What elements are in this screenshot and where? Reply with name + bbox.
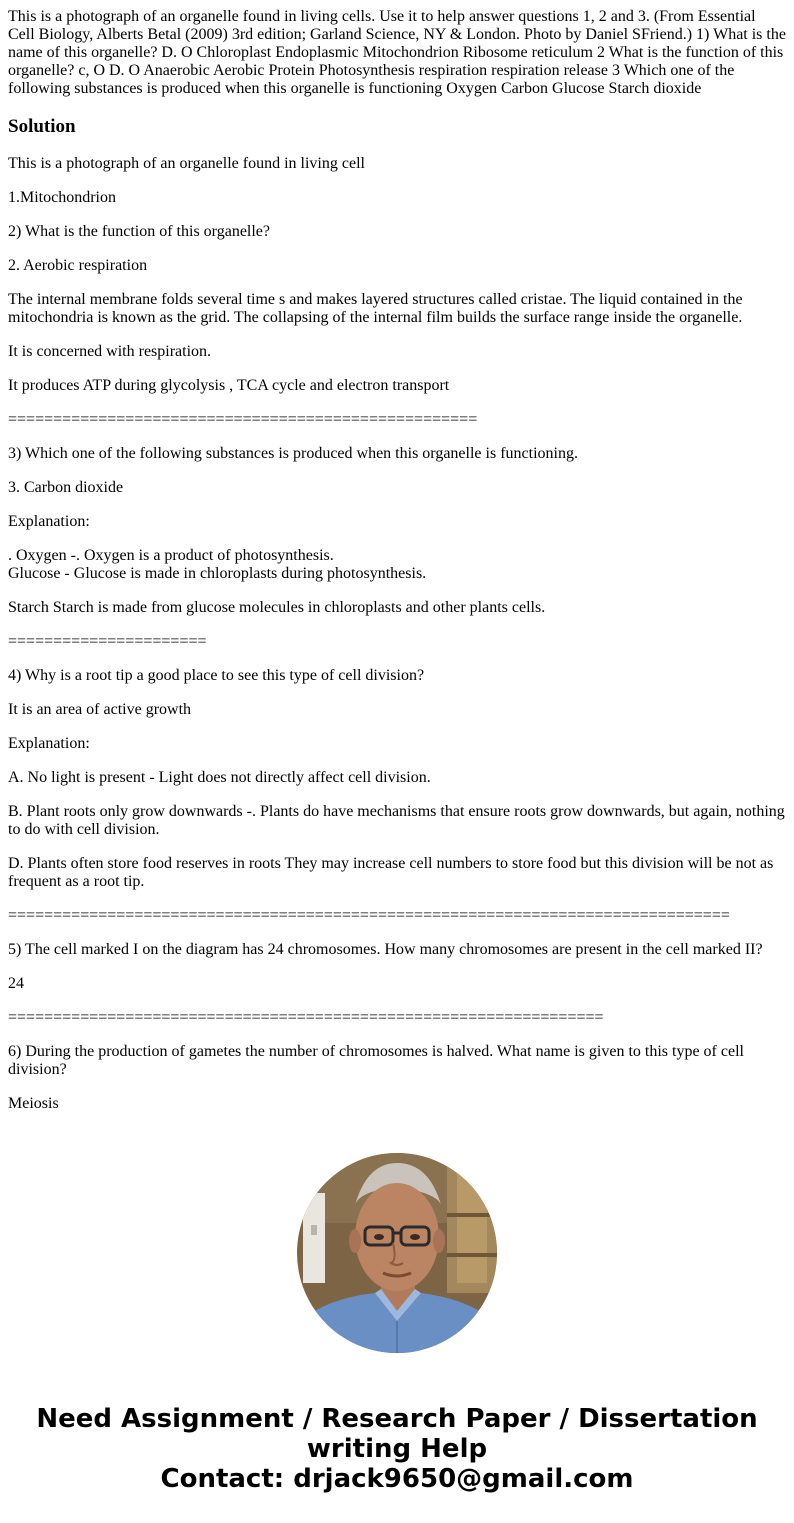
footer-contact-email: Contact: drjack9650@gmail.com bbox=[160, 1464, 634, 1494]
respiration-note: It is concerned with respiration. bbox=[8, 343, 212, 360]
starch-explanation: Starch Starch is made from glucose molecules in chloroplasts and other plants cells. bbox=[8, 599, 546, 616]
atp-note: It produces ATP during glycolysis , TCA cycle and electron transport bbox=[8, 377, 450, 394]
option-a-explanation: A. No light is present - Light does not directly affect cell division. bbox=[8, 769, 431, 786]
separator-3: ================================================================================ bbox=[8, 907, 730, 924]
explanation-label-3: Explanation: bbox=[8, 513, 90, 530]
separator-2: ====================== bbox=[8, 633, 207, 650]
intro-line: This is a photograph of an organelle found in living cell bbox=[8, 155, 365, 172]
answer-1: 1.Mitochondrion bbox=[8, 189, 116, 206]
question-2: 2) What is the function of this organelle? bbox=[8, 223, 271, 240]
footer-contact bbox=[0, 1404, 794, 1494]
question-text: This is a photograph of an organelle found in living cells. Use it to help answer questions 1, 2 and 3. (From Essential Cell Biology, Alberts Betal (2009) 3rd edition; Garland Science, NY & London. Photo by Daniel SFriend.) 1) What is the name of this organelle? D. O Chloroplast Endoplasmic Mitochondrion Ribosome reticulum 2 What is the function of this organelle? c, O D. O Anaerobic Aerobic Protein Photosynthesis respiration respiration release 3 Which one of the following substances is produced when this organelle is functioning Oxygen Carbon Glucose Starch dioxide bbox=[8, 8, 786, 97]
explanation-label-4: Explanation: bbox=[8, 735, 90, 752]
answer-5: 24 bbox=[8, 975, 24, 992]
separator-4: ================================================================== bbox=[8, 1009, 604, 1026]
answer-4: It is an area of active growth bbox=[8, 701, 192, 718]
avatar bbox=[297, 1153, 497, 1353]
option-b-explanation: B. Plant roots only grow downwards -. Plants do have mechanisms that ensure roots grow downwards, but again, nothing to do with cell division. bbox=[8, 803, 785, 838]
question-6: 6) During the production of gametes the number of chromosomes is halved. What name is given to this type of cell division? bbox=[8, 1043, 744, 1078]
oxygen-explanation: . Oxygen -. Oxygen is a product of photosynthesis. bbox=[8, 547, 334, 564]
footer-line-2: writing Help bbox=[306, 1434, 488, 1464]
question-3: 3) Which one of the following substances is produced when this organelle is functioning. bbox=[8, 445, 578, 462]
answer-3: 3. Carbon dioxide bbox=[8, 479, 124, 496]
glucose-explanation: Glucose - Glucose is made in chloroplasts during photosynthesis. bbox=[8, 565, 427, 582]
solution-heading: Solution bbox=[8, 116, 76, 137]
answer-2: 2. Aerobic respiration bbox=[8, 257, 148, 274]
avatar-portrait-image bbox=[297, 1153, 497, 1353]
question-5: 5) The cell marked I on the diagram has 24 chromosomes. How many chromosomes are present in the cell marked II? bbox=[8, 941, 763, 958]
answer-6: Meiosis bbox=[8, 1095, 59, 1112]
cristae-explanation: The internal membrane folds several time s and makes layered structures called cristae. The liquid contained in the mitochondria is known as the grid. The collapsing of the internal film builds the surface range inside the organelle. bbox=[8, 291, 743, 326]
question-4: 4) Why is a root tip a good place to see this type of cell division? bbox=[8, 667, 425, 684]
separator-1: ==================================================== bbox=[8, 411, 478, 428]
option-d-explanation: D. Plants often store food reserves in roots They may increase cell numbers to store food but this division will be not as frequent as a root tip. bbox=[8, 855, 774, 890]
footer-line-1: Need Assignment / Research Paper / Dissertation bbox=[36, 1404, 758, 1434]
